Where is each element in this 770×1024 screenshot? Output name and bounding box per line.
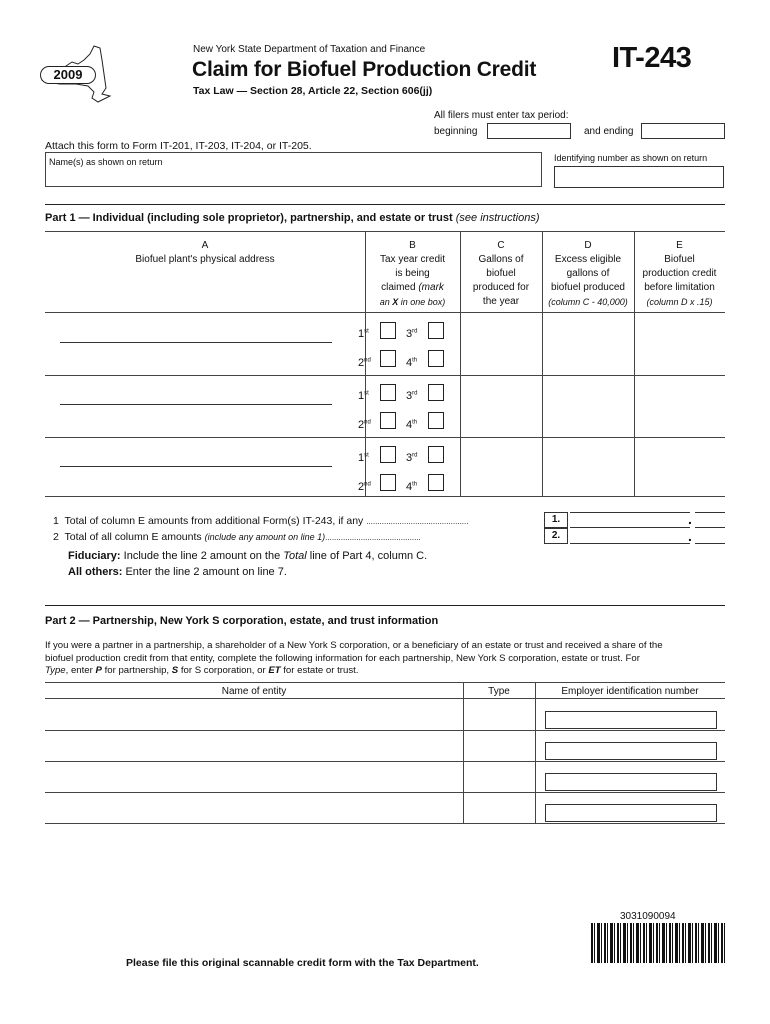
col-d-letter: D <box>584 240 592 251</box>
quarter-label-1st-r2 <box>358 390 369 402</box>
barcode <box>591 923 727 963</box>
col-e-l2: production credit <box>642 268 717 279</box>
q3-suffix: rd <box>412 390 418 397</box>
line1-dots: .............................................. <box>366 517 469 526</box>
address-line-2[interactable] <box>60 404 332 405</box>
line2-cents-field[interactable] <box>695 528 725 544</box>
col-b-l4-a: an <box>379 297 390 307</box>
q1-suffix: st <box>364 328 369 335</box>
line1-amount-field[interactable] <box>570 512 690 528</box>
checkbox-3rd-quarter-row1[interactable] <box>428 322 444 339</box>
quarter-label-4th-r3 <box>406 481 417 493</box>
tax-period-instruction: All filers must enter tax period: <box>434 110 569 121</box>
identifying-number-field[interactable] <box>554 166 724 188</box>
col-b-header <box>365 239 460 309</box>
col-d-l4: (column C - 40,000) <box>548 297 628 307</box>
form-subtitle: Tax Law — Section 28, Article 22, Section 606(jj) <box>193 85 433 97</box>
q1-suffix: st <box>364 390 369 397</box>
divider <box>45 204 725 205</box>
col-a-label: Biofuel plant's physical address <box>135 254 275 265</box>
ein-field-1[interactable] <box>545 711 717 729</box>
checkbox-1st-quarter-row1[interactable] <box>380 322 396 339</box>
attach-note: Attach this form to Form IT-201, IT-203, IT-204, or IT-205. <box>45 140 312 152</box>
col-d-l1: Excess eligible <box>554 254 622 265</box>
part1-title-text: Part 1 — Individual (including sole proprietor), partnership, and estate or trust <box>45 212 453 224</box>
barcode-number: 3031090094 <box>620 911 676 922</box>
col-c-l4: the year <box>482 296 520 307</box>
col-d-l2: gallons of <box>566 268 610 279</box>
address-line-1[interactable] <box>60 342 332 343</box>
col-b-letter: B <box>409 240 416 251</box>
q1-num: 1 <box>358 390 365 402</box>
col-b-l2: is being <box>395 268 430 279</box>
part2-intro-line3 <box>45 665 735 678</box>
line2-text: Total of all column E amounts <box>64 531 202 543</box>
quarter-label-3rd-r3 <box>406 452 417 464</box>
col-c-l1: Gallons of <box>478 254 524 265</box>
q1-suffix: st <box>364 452 369 459</box>
col-e-header <box>634 239 725 309</box>
period-beginning-label: beginning <box>434 126 478 137</box>
checkbox-4th-quarter-row1[interactable] <box>428 350 444 367</box>
col-a-letter: A <box>201 240 209 251</box>
col-c-letter: C <box>497 240 505 251</box>
checkbox-4th-quarter-row3[interactable] <box>428 474 444 491</box>
q4-suffix: th <box>412 481 418 488</box>
file-note: Please file this original scannable credit form with the Tax Department. <box>126 957 479 969</box>
q2-num: 2 <box>358 357 365 369</box>
q1-num: 1 <box>358 328 365 340</box>
col-b-l4-x: X <box>392 297 399 307</box>
part2-title: Part 2 — Partnership, New York S corporation, estate, and trust information <box>45 615 439 627</box>
q4-suffix: th <box>412 419 418 426</box>
line2-decimal: . <box>688 528 692 544</box>
intro-et: ET <box>268 665 281 676</box>
id-label: Identifying number as shown on return <box>554 153 708 163</box>
q2-num: 2 <box>358 481 365 493</box>
q4-num: 4 <box>406 481 413 493</box>
q3-num: 3 <box>406 328 413 340</box>
line1-text: Total of column E amounts from additional Form(s) IT-243, if any <box>64 515 364 527</box>
checkbox-1st-quarter-row3[interactable] <box>380 446 396 463</box>
quarter-label-2nd-r2 <box>358 419 371 431</box>
checkbox-2nd-quarter-row2[interactable] <box>380 412 396 429</box>
col-c-l2: biofuel <box>486 268 516 279</box>
col-e-l4: (column D x .15) <box>646 297 713 307</box>
q3-num: 3 <box>406 390 413 402</box>
fiduciary-text-a: Include the line 2 amount on the <box>123 550 281 562</box>
department-name: New York State Department of Taxation and Finance <box>193 44 426 55</box>
ein-field-4[interactable] <box>545 804 717 822</box>
tax-year: 2009 <box>40 66 96 84</box>
checkbox-3rd-quarter-row2[interactable] <box>428 384 444 401</box>
quarter-label-1st-r1 <box>358 328 369 340</box>
fiduciary-text-b: line of Part 4, column C. <box>309 550 428 562</box>
q2-suffix: nd <box>364 419 371 426</box>
part2-table <box>45 682 725 824</box>
intro-b: for partnership, <box>104 665 170 676</box>
fiduciary-text-i: Total <box>283 550 307 562</box>
q1-num: 1 <box>358 452 365 464</box>
period-ending-label: and ending <box>584 126 634 137</box>
quarter-label-4th-r2 <box>406 419 417 431</box>
col-entity-name: Name of entity <box>221 686 287 697</box>
line1-decimal: . <box>688 511 692 527</box>
quarter-label-3rd-r1 <box>406 328 417 340</box>
line1-number: 1 <box>53 515 59 527</box>
intro-s: S <box>171 665 179 676</box>
line2-number: 2 <box>53 531 59 543</box>
col-d-header <box>542 239 634 309</box>
q3-suffix: rd <box>412 452 418 459</box>
part2-intro-line1: If you were a partner in a partnership, a shareholder of a New York S corporation, or a beneficiary of an estate or trust and received a share of the <box>45 640 663 651</box>
line1-box-label: 1. <box>544 512 568 528</box>
period-beginning-field[interactable] <box>487 123 571 139</box>
col-b-l3 <box>365 281 460 295</box>
checkbox-2nd-quarter-row3[interactable] <box>380 474 396 491</box>
quarter-label-1st-r3 <box>358 452 369 464</box>
col-b-l1: Tax year credit <box>379 254 446 265</box>
line2-dots: ........................................... <box>325 533 421 542</box>
line1 <box>53 515 468 527</box>
q2-suffix: nd <box>364 481 371 488</box>
period-ending-field[interactable] <box>641 123 725 139</box>
col-c-l3: produced for <box>472 282 530 293</box>
q2-num: 2 <box>358 419 365 431</box>
part1-title-note: (see instructions) <box>455 212 540 224</box>
col-e-letter: E <box>676 240 683 251</box>
q3-num: 3 <box>406 452 413 464</box>
line2-box-label: 2. <box>544 528 568 544</box>
quarter-label-4th-r1 <box>406 357 417 369</box>
col-c-header <box>460 239 542 309</box>
checkbox-3rd-quarter-row3[interactable] <box>428 446 444 463</box>
quarter-label-3rd-r2 <box>406 390 417 402</box>
address-line-3[interactable] <box>60 466 332 467</box>
line2-note: (include any amount on line 1) <box>204 532 326 542</box>
ein-field-2[interactable] <box>545 742 717 760</box>
part2-intro <box>45 640 735 678</box>
col-type: Type <box>488 686 510 697</box>
form-number: IT-243 <box>612 42 692 74</box>
line1-cents-field[interactable] <box>695 512 725 528</box>
others-note <box>68 566 287 578</box>
intro-d: for estate or trust. <box>283 665 359 676</box>
q4-num: 4 <box>406 419 413 431</box>
quarter-label-2nd-r1 <box>358 357 371 369</box>
checkbox-2nd-quarter-row1[interactable] <box>380 350 396 367</box>
divider <box>45 605 725 606</box>
q4-num: 4 <box>406 357 413 369</box>
col-b-l3-note: (mark <box>418 282 444 293</box>
ein-field-3[interactable] <box>545 773 717 791</box>
quarter-label-2nd-r3 <box>358 481 371 493</box>
col-ein: Employer identification number <box>561 686 699 697</box>
checkbox-1st-quarter-row2[interactable] <box>380 384 396 401</box>
col-b-l4 <box>365 295 460 309</box>
others-label: All others: <box>68 566 123 578</box>
q4-suffix: th <box>412 357 418 364</box>
q2-suffix: nd <box>364 357 371 364</box>
part1-title <box>45 212 540 224</box>
line2 <box>53 531 421 543</box>
intro-type: Type <box>45 665 66 676</box>
intro-p: P <box>95 665 102 676</box>
col-b-l3-text: claimed <box>381 282 416 293</box>
q3-suffix: rd <box>412 328 418 335</box>
col-e-l3: before limitation <box>644 282 715 293</box>
intro-a: , enter <box>65 665 93 676</box>
checkbox-4th-quarter-row2[interactable] <box>428 412 444 429</box>
col-b-l4-b: in one box) <box>400 297 446 307</box>
col-d-l3: biofuel produced <box>551 282 625 293</box>
fiduciary-label: Fiduciary: <box>68 550 121 562</box>
part2-intro-line2: biofuel production credit from that entity, complete the following information for each partnership, New York S corporation, estate or trust. For <box>45 652 640 664</box>
form-title: Claim for Biofuel Production Credit <box>192 58 537 81</box>
fiduciary-note <box>68 550 427 562</box>
name-label: Name(s) as shown on return <box>49 157 163 167</box>
line2-amount-field[interactable] <box>570 528 690 544</box>
col-a-header <box>45 239 365 267</box>
intro-c: for S corporation, or <box>180 665 266 676</box>
col-e-l1: Biofuel <box>664 254 695 265</box>
others-text: Enter the line 2 amount on line 7. <box>125 566 287 578</box>
